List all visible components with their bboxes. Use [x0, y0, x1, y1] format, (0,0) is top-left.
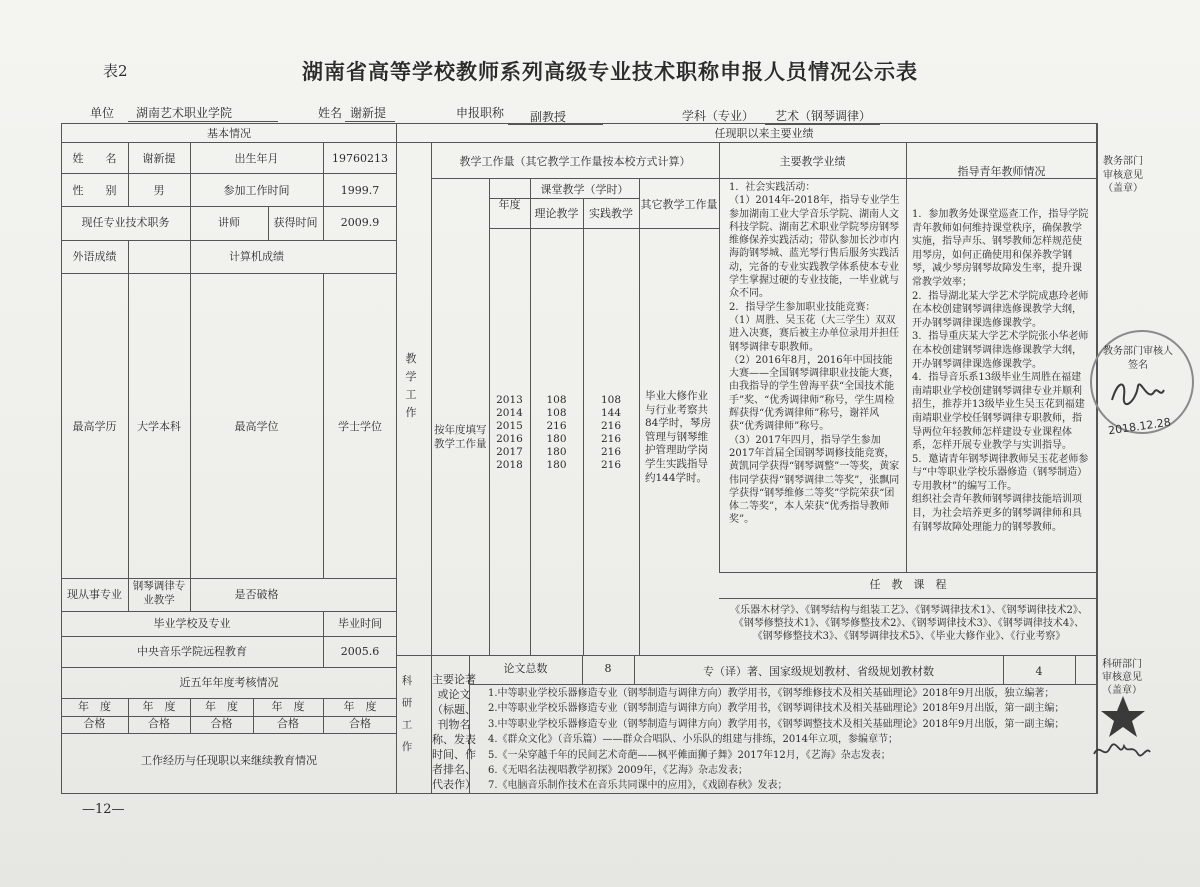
research-star-stamp-icon [1100, 694, 1146, 740]
dept-opinion-label: 教务部门审核意见（盖章） [1103, 156, 1143, 194]
year-cell: 2018 [496, 459, 523, 471]
pass-2: 合格 [148, 717, 170, 730]
books-val: 4 [1035, 665, 1043, 678]
workload-row [489, 433, 639, 446]
birth-key: 出生年月 [234, 152, 279, 165]
post-key: 现任专业技术职务 [81, 216, 170, 229]
year-cell: 2013 [496, 394, 523, 406]
edu-val: 大学本科 [137, 420, 181, 433]
school-val: 中央音乐学院远程教育 [137, 645, 247, 658]
work-val: 1999.7 [340, 184, 380, 197]
gender-key: 性 别 [72, 184, 117, 197]
theory-cell: 180 [546, 433, 567, 445]
workload-rows [489, 394, 639, 472]
other-workload-text: 毕业大修作业与行业考察共84学时，琴房管理与钢琴维护管理助学岗学生实践指导约144学时。 [645, 390, 711, 484]
signature-icon [1108, 372, 1168, 412]
courses-title: 任 教 课 程 [869, 578, 947, 591]
performance-heading: 任现职以来主要业绩 [714, 127, 814, 140]
job-key: 现从事专业 [67, 588, 122, 601]
fill-note: 按年度填写教学工作量 [434, 424, 487, 450]
pass-3: 合格 [210, 717, 233, 730]
comp-key: 计算机成绩 [229, 250, 284, 263]
workload-title: 教学工作量（其它教学工作量按本校方式计算） [459, 155, 691, 168]
books-key: 专（译）著、国家级规划教材、省级规划教材数 [703, 665, 934, 678]
edu-key: 最高学历 [72, 420, 117, 433]
year-cell: 2016 [496, 433, 523, 445]
year-cell: 2014 [496, 407, 523, 419]
year-key-3: 年 度 [205, 700, 238, 713]
main-achievements-text: 1．社会实践活动： （1）2014年-2018年，指导专业学生参加湖南工业大学音乐学院、湖南人文科技学院、湖南艺术职业学院琴房钢琴维修保养实践活动；带队参加长沙市内海韵钢琴城、蓝光琴行售后服务实践活动，完备的专业实践教学体系使本专业学生掌握过硬的专业技能，一毕业就与众不同。 2．指导学生参加职业技能竞赛： （1）周胜、吴玉花（大三学生）双双进入决赛，赛后被主办单位录用并担任钢琴调律专职教师。 （2）2016年8月，2016年中国技能大赛——全国钢琴调律职业技能大赛，由我指导的学生曾海平获“全国技术能手”奖、“优秀调律师”称号，学生周检辉获得“优秀调律师”称号，谢祥风获“优秀调律师”称号。 （3）2017年四月，指导学生参加2017年首届全国钢琴调修技能竞赛，黄凯同学获得“钢琴调整”一等奖，黄家伟同学获得“钢琴调律二等奖”，张飘同学获得“钢琴维修二等奖”学院荣获“团体二等奖”，本人荣获“优秀指导教师奖”。 [729, 182, 900, 526]
theory-cell: 180 [546, 459, 567, 471]
workload-row [489, 407, 639, 420]
title-label: 申报职称 [456, 106, 505, 120]
pass-4: 合格 [277, 717, 299, 730]
job-val: 钢琴调律专业教学 [132, 580, 186, 606]
work-key: 参加工作时间 [223, 184, 290, 197]
workload-row [489, 459, 639, 472]
theory-cell: 108 [546, 407, 567, 419]
paper-item: 1.中等职业学校乐器修造专业（钢琴制造与调律方向）教学用书，《钢琴维修技术及相关基础理论》2018年9月出版，独立编著； [488, 688, 1055, 699]
name-key: 姓 名 [72, 152, 117, 165]
basic-info-heading: 基本情况 [207, 127, 251, 140]
guide-title: 指导青年教师情况 [957, 165, 1046, 178]
degree-val: 学士学位 [338, 420, 382, 433]
edu-stamp-text: 教务部门审核人签名 [1103, 346, 1173, 371]
gender-val: 男 [153, 184, 165, 197]
paper-item: 2.中等职业学校乐器修造专业（钢琴制造与调律方向）教学用书，《钢琴调律技术及相关基础理论》2018年9月出版，第一副主编； [488, 703, 1065, 715]
post-val: 讲师 [218, 216, 240, 229]
paper-item: 5.《一朵穿越千年的民间艺术奇葩——枫平傩面狮子舞》2017年12月，《艺海》杂志发表； [488, 749, 891, 761]
year-key-1: 年 度 [78, 700, 111, 713]
year-key-5: 年 度 [343, 700, 377, 713]
theory-cell: 180 [546, 446, 567, 458]
hours-col: 课堂教学（学时） [540, 183, 629, 196]
year-key-2: 年 度 [142, 700, 176, 713]
gradtime-key: 毕业时间 [338, 617, 382, 630]
main-title: 主要教学业绩 [779, 155, 846, 168]
name-val: 谢新提 [142, 152, 176, 165]
pass-1: 合格 [83, 717, 106, 730]
year-key-4: 年 度 [271, 700, 305, 713]
theory-cell: 216 [546, 420, 567, 432]
pass-5: 合格 [349, 717, 371, 730]
lang-key: 外语成绩 [72, 250, 117, 263]
guide-text: 1．参加教务处课堂巡查工作，指导学院青年教师如何维持课堂秩序，确保教学实施，指导声乐、钢琴教师怎样规范使用琴房，如何正确使用和保养教学钢琴，减少琴房钢琴故障发生率，提升课常教学效率； 2．指导湖北某大学艺术学院成惠玲老师在本校创建钢琴调律选修课教学大纲，开办钢琴调律课选修课教学。 3．指导重庆某大学艺术学院张小华老师在本校创建钢琴调律选修课教学大纲，开办钢琴调律课选修课教学。 4．指导音乐系13级毕业生周胜在福建南靖职业学校创建钢琴调律专业并顺利招生，推荐并13级毕业生吴玉花到福建南靖职业学校任钢琴调律专职教师，指导两位年轻教师怎样建设专业课程体系，怎样开展专业教学与实训指导。 5．邀请青年钢琴调律教师吴玉花老师参与“中等职业学校乐器修造（钢琴制造）专用教材”的编写工作。 组织社会青年教师钢琴调律技能培训项目，为社会培养更多的钢琴调律师和具有钢琴故障处理能力的钢琴教师。 [912, 209, 1089, 533]
unit-value: 湖南艺术职业学院 [136, 106, 233, 120]
birth-val: 19760213 [332, 152, 388, 165]
assess-heading: 近五年年度考核情况 [179, 676, 279, 689]
paper-item: 6.《无唱名法视唱教学初探》2009年，《艺海》杂志发表； [488, 765, 748, 777]
research-signature-icon [1092, 740, 1152, 762]
workload-row [489, 420, 639, 433]
papers-list [488, 686, 1078, 794]
paper-total-key: 论文总数 [503, 662, 548, 675]
table-number: 表2 [103, 62, 128, 80]
unit-label: 单位 [90, 106, 115, 120]
research-opinion-label: 科研部门审核意见（盖章） [1102, 659, 1142, 696]
practice-cell: 216 [600, 446, 622, 458]
teaching-vertical-label: 教学工作 [405, 352, 417, 419]
year-col: 年度 [498, 198, 521, 211]
papers-label: 主要论著或论文（标题、刊物名称、发表时间、作者排名、代表作） [432, 673, 476, 791]
practice-cell: 108 [600, 394, 622, 406]
theory-col: 理论教学 [534, 207, 579, 220]
paper-item: 4.《群众文化》（音乐篇）——群众合唱队、小乐队的组建与排练，2014年立项，参编章节； [488, 734, 898, 746]
gradtime-val: 2005.6 [340, 645, 380, 658]
degree-key: 最高学位 [234, 420, 279, 433]
paper-total-val: 8 [604, 662, 612, 675]
name-label: 姓名 [318, 106, 343, 120]
practice-col: 实践教学 [589, 207, 633, 220]
get-key: 获得时间 [273, 216, 318, 229]
practice-cell: 216 [600, 433, 622, 445]
history-heading: 工作经历与任现职以来继续教育情况 [141, 754, 317, 767]
workload-row [489, 446, 639, 459]
workload-row [489, 394, 639, 407]
year-cell: 2015 [496, 420, 523, 432]
page-number: —12— [82, 802, 125, 817]
broken-key: 是否破格 [234, 588, 279, 601]
practice-cell: 144 [600, 407, 622, 419]
get-val: 2009.9 [340, 216, 380, 229]
other-col: 其它教学工作量 [640, 198, 718, 211]
title-value: 副教授 [530, 110, 567, 124]
name-value: 谢新提 [350, 106, 387, 120]
school-key: 毕业学校及专业 [153, 617, 231, 630]
paper-item: 3.中等职业学校乐器修造专业（钢琴制造与调律方向）教学用书，《钢琴调整技术及相关基础理论》2018年9月出版，第一副主编； [488, 718, 1065, 730]
subject-value: 艺术（钢琴调律） [775, 109, 872, 123]
page-title: 湖南省高等学校教师系列高级专业技术职称申报人员情况公示表 [302, 59, 918, 84]
subject-label: 学科（专业） [682, 109, 755, 123]
research-vertical-label: 科研工作 [401, 675, 413, 753]
paper-item: 7.《电脑音乐制作技术在音乐共同课中的应用》，《戏剧春秋》发表； [488, 780, 788, 792]
theory-cell: 108 [546, 394, 567, 406]
courses-text: 《乐器木材学》、《钢琴结构与组装工艺》、《钢琴调律技术1》、《钢琴调律技术2》、《钢琴修整技术1》、《钢琴修整技术2》、《钢琴调律技术3》、《钢琴调律技术4》、《钢琴修整技术3》、《钢琴调律技术5》、《毕业大修作业》、《行业考察》 [730, 605, 1088, 642]
year-cell: 2017 [496, 446, 523, 458]
practice-cell: 216 [600, 420, 622, 432]
signature-date: 2018.12.28 [1107, 415, 1172, 438]
practice-cell: 216 [600, 459, 622, 471]
